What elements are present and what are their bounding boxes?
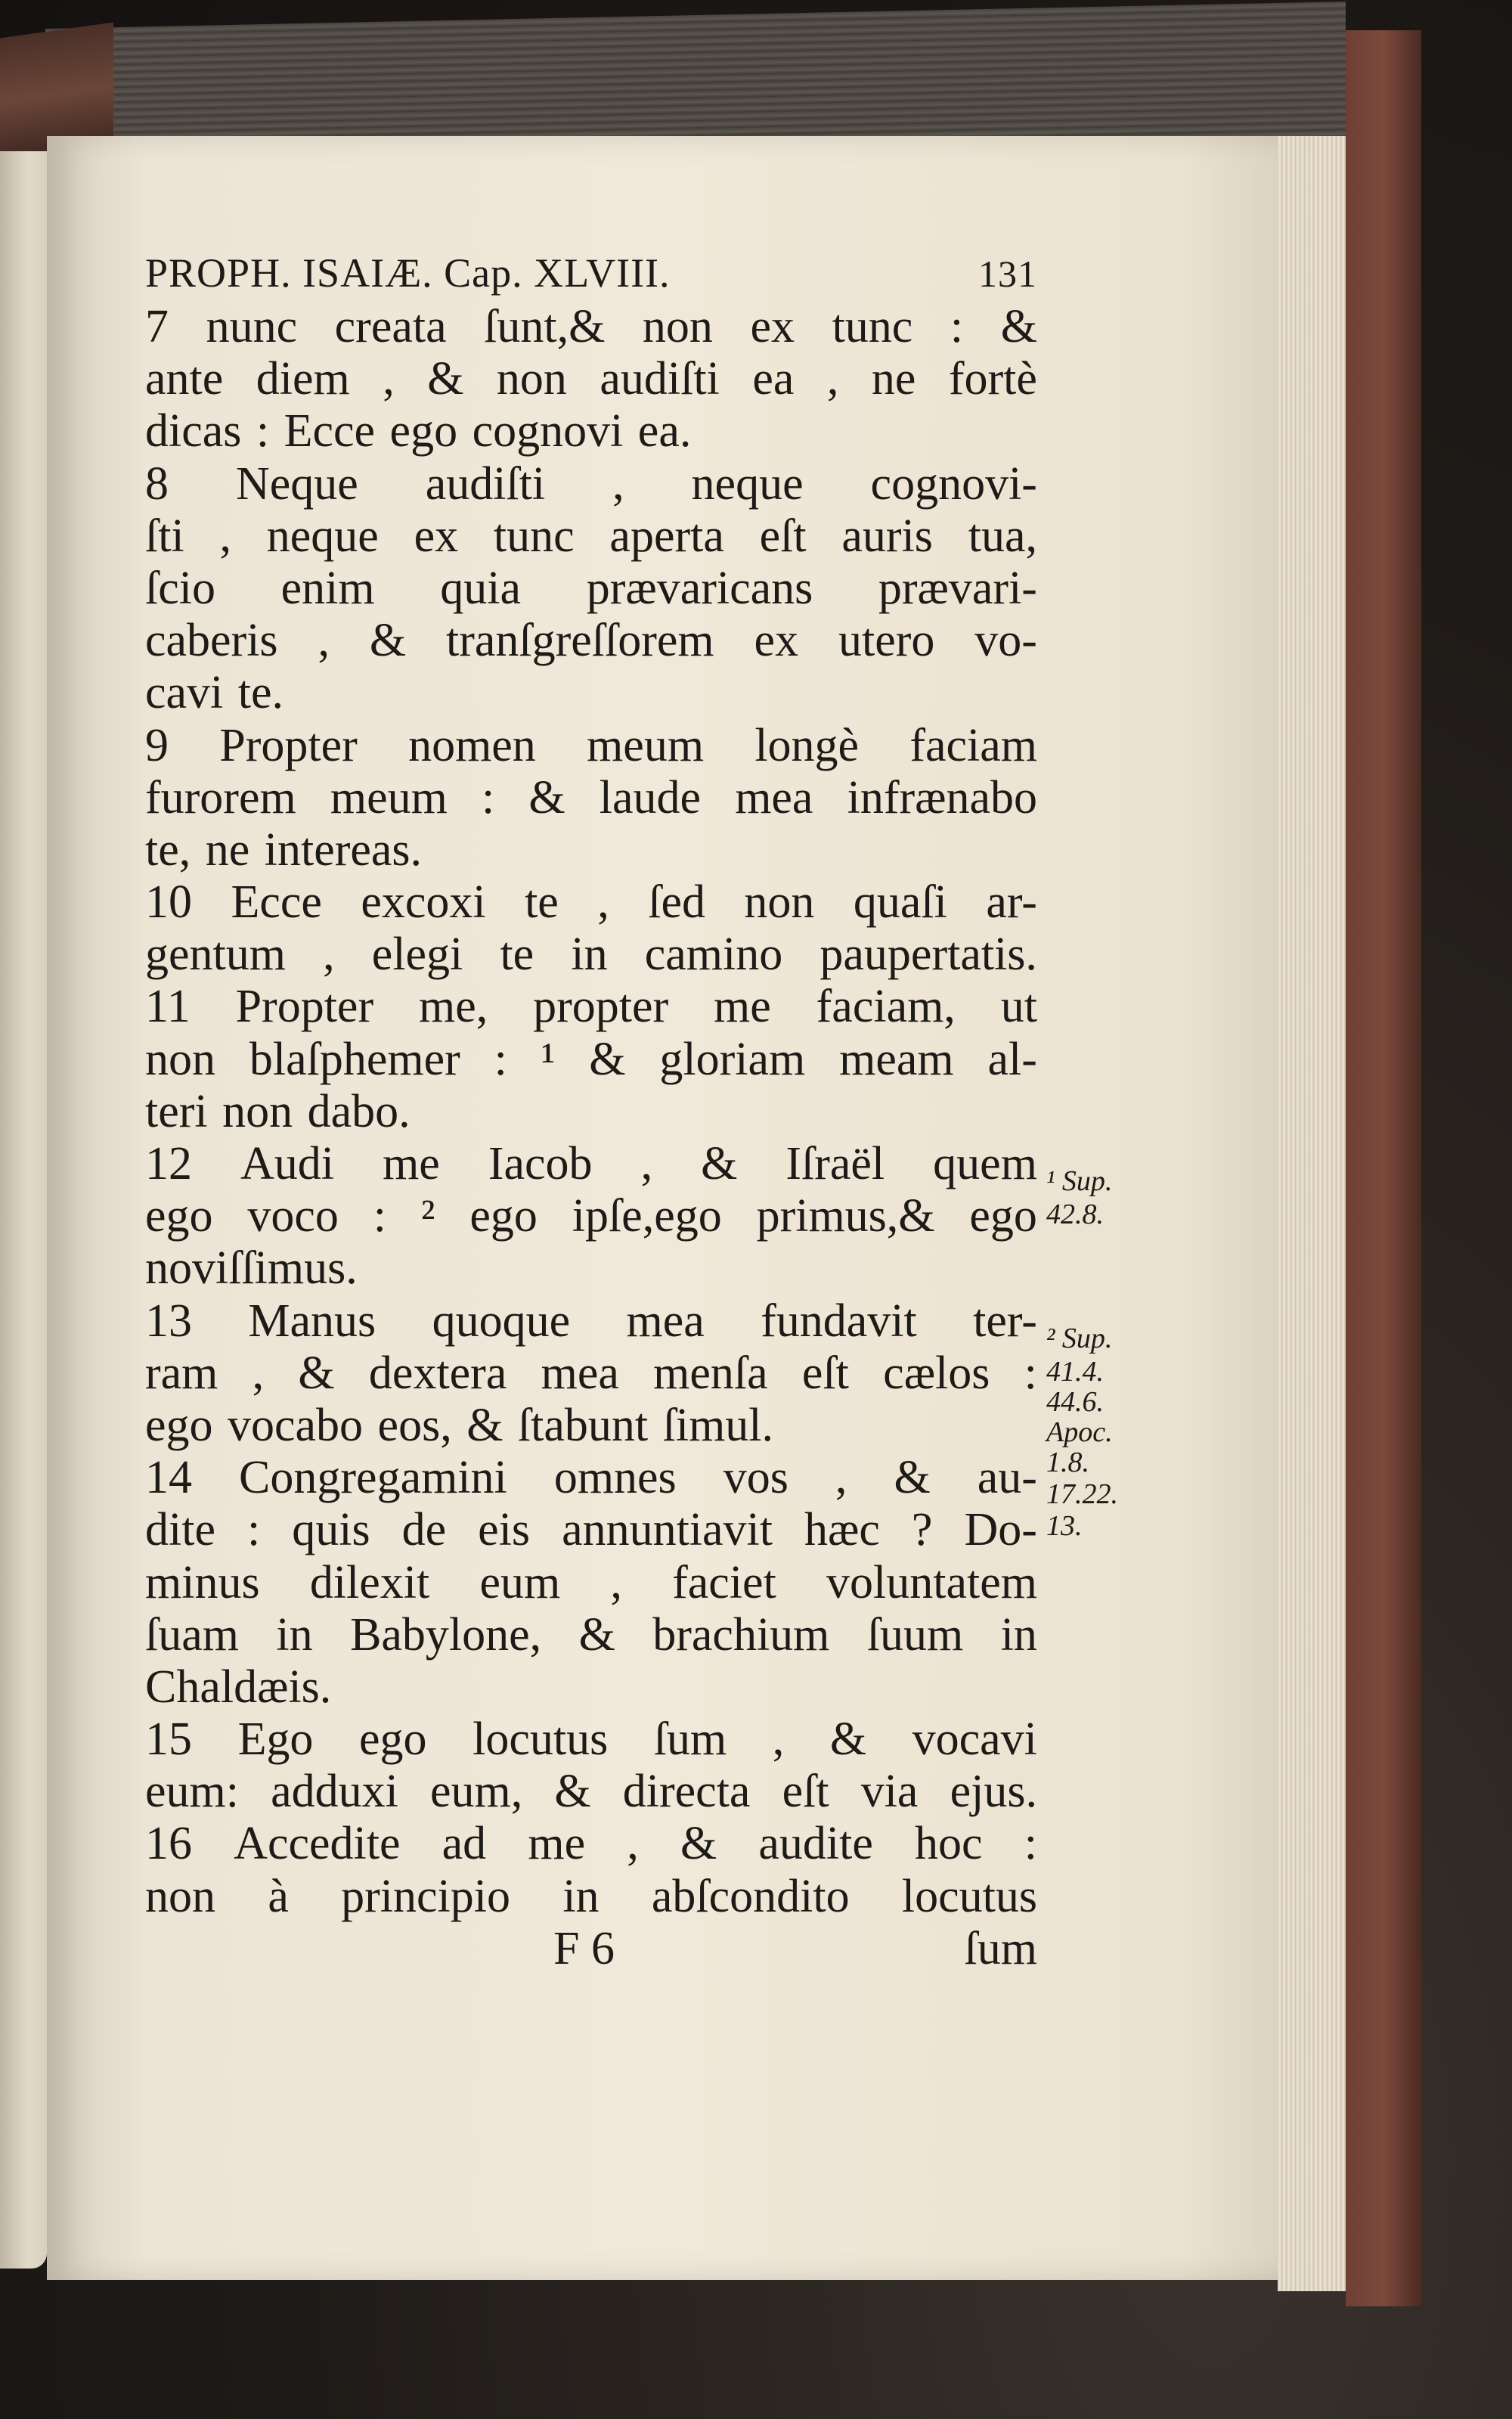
- text-line: [145, 981, 1037, 1033]
- margin-note: 13.: [1046, 1510, 1083, 1542]
- word: voluntatem: [826, 1556, 1037, 1608]
- word: faciam: [909, 719, 1037, 771]
- word: eum,: [430, 1766, 523, 1818]
- word: vocavi: [912, 1713, 1037, 1766]
- word: Babylone,: [350, 1608, 542, 1661]
- word: 16: [145, 1818, 192, 1870]
- word: &: [528, 771, 565, 823]
- text-line: [145, 1504, 1037, 1556]
- text-line: [145, 1452, 1037, 1504]
- word: quoque: [432, 1295, 571, 1347]
- word: ſuum: [866, 1608, 964, 1661]
- word: meum: [330, 771, 448, 823]
- word: ut: [1000, 981, 1037, 1033]
- text-line: [145, 772, 1037, 824]
- word: eum:: [145, 1766, 239, 1818]
- text-line: [145, 720, 1037, 772]
- word: te: [525, 876, 559, 929]
- text-line: [145, 929, 1037, 981]
- word: Do-: [964, 1504, 1037, 1556]
- word: me: [528, 1818, 586, 1870]
- word: enim: [280, 562, 375, 614]
- word: dilexit: [309, 1556, 430, 1608]
- word: &: [578, 1608, 615, 1661]
- margin-note: 42.8.: [1046, 1199, 1104, 1230]
- text-line-content: dicas : Ecce ego cognovi ea.: [145, 405, 692, 457]
- word: non: [145, 1033, 215, 1085]
- text-line-content: noviſſimus.: [145, 1242, 358, 1295]
- word: ,: [627, 1818, 639, 1870]
- text-line: [145, 1766, 1037, 1818]
- word: ram: [145, 1347, 218, 1399]
- word: non: [496, 353, 567, 405]
- word: paupertatis.: [820, 929, 1037, 981]
- text-line: [145, 1086, 1037, 1138]
- word: quis: [292, 1504, 370, 1556]
- text-line: [145, 1400, 1037, 1452]
- word: cognovi-: [870, 457, 1037, 510]
- word: ,: [640, 1138, 653, 1189]
- word: &: [589, 1033, 626, 1085]
- text-line: [145, 1818, 1037, 1870]
- word: elegi: [371, 929, 463, 981]
- text-line: [145, 876, 1037, 929]
- text-line-content: ego vocabo eos, & ſtabunt ſimul.: [145, 1399, 774, 1451]
- word: meam: [839, 1033, 954, 1085]
- word: camino: [644, 929, 783, 981]
- word: 10: [145, 876, 192, 929]
- text-line: [145, 1609, 1037, 1661]
- word: ,: [597, 876, 609, 929]
- word: faciam,: [816, 981, 956, 1033]
- word: quem: [933, 1138, 1037, 1189]
- word: prævaricans: [586, 562, 813, 614]
- word: ſunt,&: [484, 301, 606, 352]
- word: :: [481, 771, 495, 823]
- word: ego: [469, 1190, 538, 1242]
- text-line: [145, 1190, 1037, 1242]
- word: :: [373, 1190, 387, 1242]
- word: ,: [383, 353, 395, 405]
- word: mea: [735, 771, 813, 823]
- word: caberis: [145, 615, 278, 667]
- word: Manus: [248, 1295, 376, 1347]
- word: audiſti: [600, 353, 720, 405]
- text-line: [145, 563, 1037, 615]
- word: ego: [145, 1190, 213, 1242]
- word: hoc: [915, 1818, 983, 1870]
- word: eſt: [782, 1766, 829, 1818]
- text-line: [145, 1138, 1037, 1190]
- word: gentum: [145, 929, 286, 981]
- word: propter: [533, 981, 669, 1033]
- word: ,: [219, 510, 231, 562]
- word: al-: [987, 1033, 1037, 1085]
- word: non: [642, 301, 713, 352]
- word: me,: [418, 981, 488, 1033]
- text-body: [145, 301, 1037, 1923]
- running-title: PROPH. ISAIÆ. Cap. XLVIII.: [145, 250, 671, 296]
- word: ſcio: [145, 562, 215, 614]
- word: mea: [541, 1347, 619, 1399]
- word: Neque: [235, 457, 358, 510]
- margin-note: 17.22.: [1046, 1478, 1118, 1510]
- word: eis: [478, 1504, 531, 1556]
- word: vo-: [974, 615, 1037, 667]
- word: creata: [334, 301, 447, 352]
- word: 12: [145, 1138, 192, 1189]
- word: :: [494, 1033, 507, 1085]
- word: tunc: [493, 510, 575, 562]
- word: aperta: [609, 510, 724, 562]
- word: minus: [145, 1556, 260, 1608]
- word: primus,&: [756, 1190, 935, 1242]
- word: me: [714, 981, 771, 1033]
- word: Congregamini: [239, 1452, 507, 1504]
- word: ?: [911, 1504, 933, 1556]
- book-cover-edge: [1346, 30, 1421, 2306]
- word: non: [744, 876, 815, 929]
- word: vos: [723, 1452, 789, 1504]
- word: ,: [252, 1347, 265, 1399]
- word: ante: [145, 353, 224, 405]
- word: ,: [610, 1556, 622, 1608]
- word: neque: [266, 510, 379, 562]
- running-header: [145, 246, 1037, 301]
- text-line: [145, 1661, 1037, 1713]
- word: ejus.: [950, 1766, 1037, 1818]
- text-line: [145, 1557, 1037, 1609]
- text-line: [145, 667, 1037, 719]
- word: ne: [871, 353, 916, 405]
- word: fortè: [948, 353, 1037, 405]
- word: :: [1024, 1347, 1037, 1399]
- page-number: 131: [978, 253, 1037, 295]
- word: ego: [969, 1190, 1037, 1242]
- word: faciet: [672, 1556, 776, 1608]
- word: ex: [750, 301, 795, 352]
- word: prævari-: [878, 562, 1037, 614]
- text-line: [145, 1242, 1037, 1295]
- margin-note: 1.8.: [1046, 1447, 1089, 1478]
- word: hæc: [804, 1504, 880, 1556]
- word: tua,: [968, 510, 1037, 562]
- margin-note: ¹ Sup.: [1046, 1165, 1113, 1197]
- text-line: [145, 1034, 1037, 1086]
- word: ar-: [986, 876, 1037, 929]
- word: menſa: [653, 1347, 768, 1399]
- word: ipſe,ego: [572, 1190, 722, 1242]
- word: in: [571, 929, 608, 981]
- word: diem: [256, 353, 350, 405]
- word: auris: [841, 510, 933, 562]
- word: 7: [145, 301, 169, 352]
- word: annuntiavit: [562, 1504, 773, 1556]
- word: neque: [691, 457, 804, 510]
- word: quaſi: [853, 876, 947, 929]
- word: voco: [247, 1190, 339, 1242]
- word: ,: [772, 1713, 785, 1766]
- word: locutus: [472, 1713, 609, 1766]
- word: Propter: [219, 719, 358, 771]
- word: 14: [145, 1452, 192, 1504]
- text-line: [145, 1871, 1037, 1923]
- word: dextera: [368, 1347, 507, 1399]
- word: ,: [835, 1452, 847, 1504]
- word: in: [276, 1608, 313, 1661]
- word: quia: [440, 562, 522, 614]
- word: ex: [414, 510, 459, 562]
- word: principio: [341, 1870, 510, 1922]
- word: gloriam: [659, 1033, 806, 1085]
- word: :: [247, 1504, 261, 1556]
- word: &: [701, 1138, 738, 1189]
- page-block-edge: [1278, 136, 1346, 2291]
- word: in: [1000, 1608, 1037, 1661]
- word: adduxi: [271, 1766, 398, 1818]
- word: eum: [479, 1556, 561, 1608]
- word: Iacob: [488, 1138, 593, 1189]
- word: blaſphemer: [249, 1033, 460, 1085]
- word: 9: [145, 719, 169, 771]
- word: ,: [318, 615, 330, 667]
- text-line: [145, 615, 1037, 667]
- word: mea: [626, 1295, 705, 1347]
- text-line-content: te, ne intereas.: [145, 823, 423, 876]
- word: cælos: [883, 1347, 990, 1399]
- word: laude: [599, 771, 702, 823]
- signature-mark: F 6: [553, 1922, 615, 1974]
- word: tranſgreſſorem: [446, 615, 714, 667]
- word: de: [401, 1504, 447, 1556]
- word: ſum: [653, 1713, 727, 1766]
- word: Accedite: [234, 1818, 401, 1870]
- book-page: [47, 136, 1278, 2280]
- word: excoxi: [361, 876, 486, 929]
- word: in: [562, 1870, 600, 1922]
- word: &: [427, 353, 464, 405]
- word: furorem: [145, 771, 296, 823]
- text-line: [145, 510, 1037, 563]
- word: me: [383, 1138, 440, 1189]
- text-line: [145, 1348, 1037, 1400]
- word: Ecce: [231, 876, 322, 929]
- margin-note: Apoc.: [1046, 1416, 1113, 1448]
- word: audiſti: [425, 457, 546, 510]
- word: ſed: [648, 876, 705, 929]
- text-line: [145, 824, 1037, 876]
- word: eſt: [801, 1347, 849, 1399]
- text-line: [145, 353, 1037, 405]
- word: nunc: [206, 301, 298, 352]
- word: ,: [826, 353, 839, 405]
- text-line: [145, 1295, 1037, 1348]
- text-line: [145, 458, 1037, 510]
- word: locutus: [901, 1870, 1037, 1922]
- word: via: [860, 1766, 919, 1818]
- word: dite: [145, 1504, 215, 1556]
- margin-note: 41.4.: [1046, 1356, 1104, 1388]
- word: 15: [145, 1713, 192, 1766]
- word: utero: [838, 615, 935, 667]
- word: nomen: [408, 719, 536, 771]
- word: 11: [145, 981, 191, 1033]
- word: Ego: [237, 1713, 314, 1766]
- word: ,: [323, 929, 335, 981]
- margin-note: ² Sup.: [1046, 1323, 1113, 1354]
- word: ²: [420, 1190, 435, 1242]
- word: audite: [758, 1818, 873, 1870]
- word: 13: [145, 1295, 192, 1347]
- word: 8: [145, 457, 169, 510]
- word: au-: [977, 1452, 1037, 1504]
- word: non: [145, 1870, 215, 1922]
- word: Audi: [240, 1138, 335, 1189]
- word: te: [500, 929, 534, 981]
- word: fundavit: [761, 1295, 917, 1347]
- word: :: [950, 301, 964, 352]
- word: abſcondito: [651, 1870, 850, 1922]
- word: à: [268, 1870, 289, 1922]
- word: &: [554, 1766, 591, 1818]
- word: ſuam: [145, 1608, 239, 1661]
- word: &: [680, 1818, 717, 1870]
- text-line-content: cavi te.: [145, 667, 284, 719]
- word: ego: [359, 1713, 427, 1766]
- text-line: [145, 1713, 1037, 1766]
- page-footer: [145, 1923, 1037, 1975]
- word: ter-: [973, 1295, 1037, 1347]
- word: ex: [754, 615, 799, 667]
- word: Propter: [235, 981, 374, 1033]
- word: :: [1024, 1818, 1037, 1870]
- word: meum: [587, 719, 705, 771]
- catchword: ſum: [964, 1922, 1037, 1974]
- word: &: [829, 1713, 867, 1766]
- page-text: [145, 246, 1037, 1975]
- word: infrænabo: [847, 771, 1037, 823]
- word: &: [369, 615, 407, 667]
- word: ad: [442, 1818, 487, 1870]
- text-line: [145, 301, 1037, 353]
- word: longè: [754, 719, 860, 771]
- word: omnes: [553, 1452, 677, 1504]
- word: brachium: [652, 1608, 830, 1661]
- word: directa: [622, 1766, 751, 1818]
- margin-note: 44.6.: [1046, 1386, 1104, 1418]
- word: ,: [612, 457, 624, 510]
- word: &: [1000, 301, 1037, 352]
- word: ¹: [541, 1033, 556, 1085]
- text-line-content: Chaldæis.: [145, 1661, 332, 1713]
- word: ea: [752, 353, 795, 405]
- text-line: [145, 405, 1037, 457]
- word: &: [894, 1452, 931, 1504]
- text-line-content: teri non dabo.: [145, 1085, 411, 1137]
- word: &: [298, 1347, 335, 1399]
- word: Iſraël: [785, 1138, 885, 1189]
- word: ſti: [145, 510, 184, 562]
- left-page-edge: [0, 151, 47, 2269]
- word: eſt: [759, 510, 807, 562]
- word: tunc: [832, 301, 913, 352]
